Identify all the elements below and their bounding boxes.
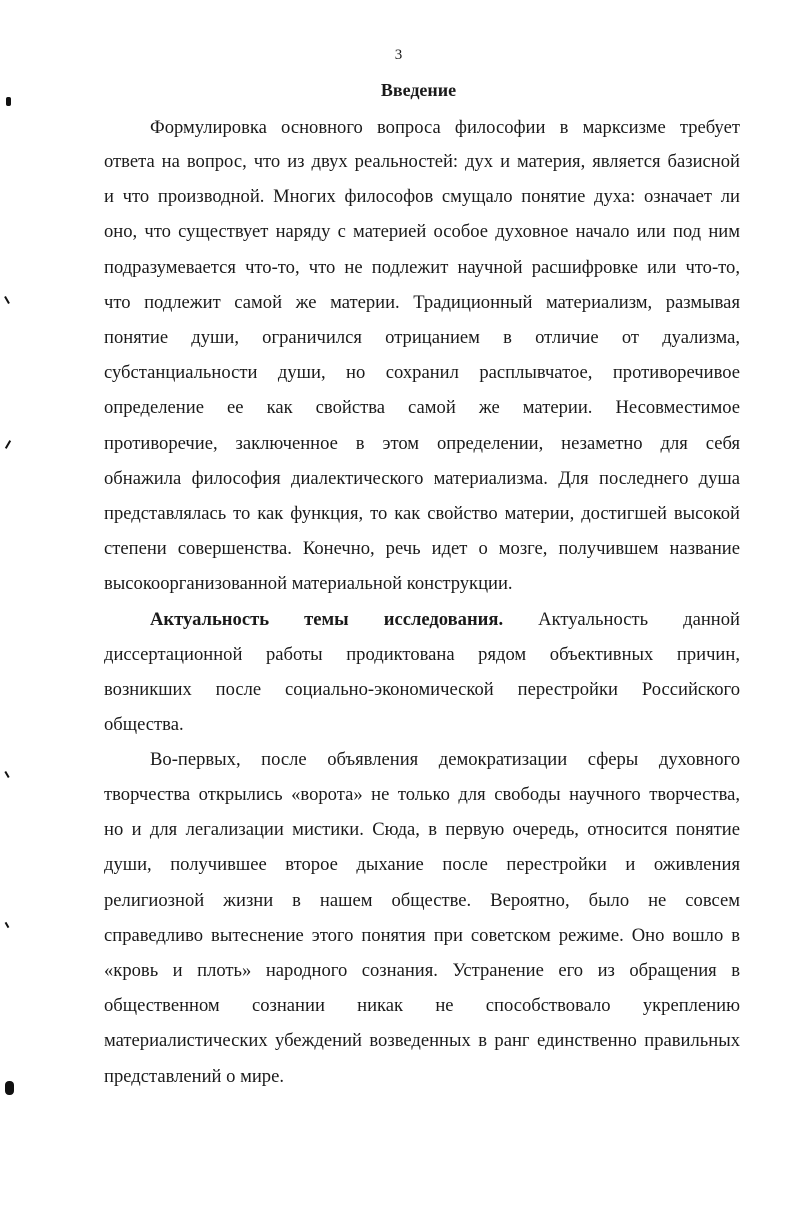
text-line-rest: Актуальность данной (503, 609, 740, 630)
text-line: подразумевается что-то, что не подлежит научной расшифровке или что-то, (104, 257, 740, 278)
scan-speck (6, 97, 11, 106)
text-line: творчества открылись «ворота» не только для свободы научного творчества, (104, 784, 740, 805)
text-line: Во-первых, после объявления демократизации сферы духовного (150, 749, 740, 770)
text-line: оно, что существует наряду с материей особое духовное начало или под ним (104, 221, 740, 242)
bold-lead: Актуальность темы исследования. (150, 609, 504, 630)
text-line: высокоорганизованной материальной конструкции. (104, 573, 513, 594)
scan-speck (5, 440, 11, 449)
section-heading: Введение (380, 80, 457, 100)
scan-speck (5, 1081, 14, 1095)
text-line: степени совершенства. Конечно, речь идет о мозге, получившем название (104, 538, 740, 559)
text-line (150, 608, 740, 632)
text-line: Формулировка основного вопроса философии в марксизме требует (150, 117, 740, 138)
text-line: материалистических убеждений возведенных в ранг единственно правильных (104, 1030, 740, 1051)
text-line: определение ее как свойства самой же материи. Несовместимое (104, 397, 740, 418)
text-line: представлялась то как функция, то как свойство материи, достигшей высокой (104, 503, 740, 524)
text-line: возникших после социально-экономической перестройки Российского (104, 679, 740, 700)
scan-speck (4, 771, 9, 778)
scan-speck (5, 922, 10, 928)
text-line: ответа на вопрос, что из двух реальностей: дух и материя, является базисной (104, 151, 740, 172)
text-line: и что производной. Многих философов смущало понятие духа: означает ли (104, 186, 740, 207)
text-line: но и для легализации мистики. Сюда, в первую очередь, относится понятие (104, 819, 740, 840)
text-line: общественном сознании никак не способствовало укреплению (104, 995, 740, 1016)
text-line: что подлежит самой же материи. Традиционный материализм, размывая (104, 292, 740, 313)
text-line: справедливо вытеснение этого понятия при советском режиме. Оно вошло в (104, 925, 740, 946)
text-line: обнажила философия диалектического материализма. Для последнего душа (104, 468, 740, 489)
text-line: субстанциальности души, но сохранил расплывчатое, противоречивое (104, 362, 740, 383)
text-line: понятие души, ограничился отрицанием в отличие от дуализма, (104, 327, 740, 348)
text-line: противоречие, заключенное в этом определении, незаметно для себя (104, 433, 740, 454)
text-line: «кровь и плоть» народного сознания. Устранение его из обращения в (104, 960, 740, 981)
page-number: 3 (394, 47, 403, 63)
scan-speck (4, 296, 10, 304)
text-line: диссертационной работы продиктована рядом объективных причин, (104, 644, 740, 665)
text-line: души, получившее второе дыхание после перестройки и оживления (104, 854, 740, 875)
text-line: религиозной жизни в нашем обществе. Вероятно, было не совсем (104, 890, 740, 911)
text-line: представлений о мире. (104, 1066, 284, 1087)
text-line: общества. (104, 714, 184, 735)
